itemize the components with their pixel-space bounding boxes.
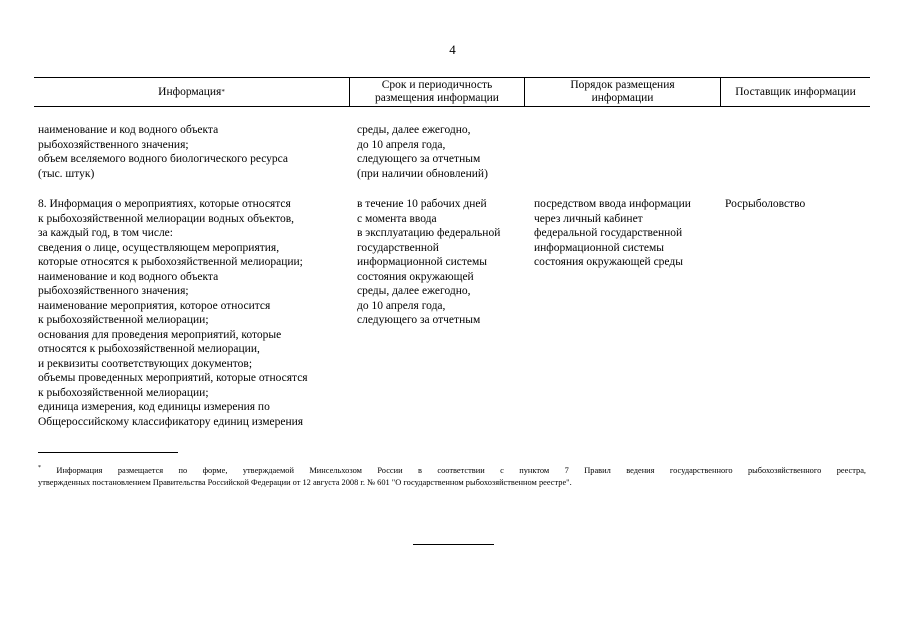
cell-line: к рыбохозяйственной мелиорации;: [38, 386, 209, 399]
cell-line: через личный кабинет: [534, 212, 643, 225]
cell-line: к рыбохозяйственной мелиорации водных объектов,: [38, 212, 295, 225]
cell-line: наименование и код водного объекта: [38, 270, 219, 283]
cell-line: государственной: [357, 241, 439, 254]
cell-line: 8. Информация о мероприятиях, которые относятся: [38, 198, 291, 210]
continued-info-cell: [38, 123, 288, 181]
cell-line: посредством ввода информации: [534, 198, 691, 210]
row8-supplier-cell: [725, 197, 805, 212]
cell-line: с момента ввода: [357, 212, 437, 225]
continued-period-cell: [357, 123, 488, 181]
cell-line: которые относятся к рыбохозяйственной мелиорации;: [38, 256, 303, 268]
cell-line: единица измерения, код единицы измерения по: [38, 401, 270, 413]
cell-line: рыбохозяйственного значения;: [38, 285, 189, 297]
footnote-separator: [38, 452, 178, 453]
cell-line: следующего за отчетным: [357, 153, 481, 165]
cell-line: Росрыболовство: [725, 198, 806, 210]
cell-line: сведения о лице, осуществляющем мероприятия,: [38, 241, 280, 254]
cell-line: следующего за отчетным: [357, 314, 481, 326]
cell-line: к рыбохозяйственной мелиорации;: [38, 314, 209, 326]
header-period-line: Срок и периодичность: [381, 79, 493, 91]
header-bottom-rule: [34, 106, 870, 107]
cell-line: среды, далее ежегодно,: [357, 285, 471, 297]
header-info: Информация *: [158, 85, 225, 98]
footnote-text: Информация размещается по форме, утверждаемой Минсельхозом России в соответствии с пунктом 7 Правил ведения государственного рыбохозяйственного реестра,: [56, 465, 866, 475]
cell-line: объем вселяемого водного биологического ресурса: [38, 153, 289, 165]
cell-line: Общероссийскому классификатору единиц измерения: [38, 415, 304, 428]
cell-line: состояния окружающей среды: [534, 256, 683, 268]
cell-line: федеральной государственной: [534, 227, 683, 239]
cell-line: состояния окружающей: [357, 270, 474, 283]
header-supplier-label: Поставщик информации: [735, 85, 856, 98]
header-order-line: информации: [591, 92, 654, 104]
header-info-label: Информация: [158, 85, 222, 98]
header-order: [525, 78, 720, 106]
cell-line: рыбохозяйственного значения;: [38, 138, 189, 151]
row8-order-cell: [534, 197, 691, 270]
cell-line: до 10 апреля года,: [357, 138, 446, 151]
cell-line: в течение 10 рабочих дней: [357, 198, 487, 210]
cell-line: (тыс. штук): [38, 167, 95, 180]
footnote-mark: *: [38, 465, 41, 471]
cell-line: и реквизиты соответствующих документов;: [38, 357, 253, 370]
cell-line: относятся к рыбохозяйственной мелиорации,: [38, 343, 260, 355]
footnote-line: [38, 462, 866, 477]
cell-line: объемы проведенных мероприятий, которые относятся: [38, 372, 308, 384]
cell-line: (при наличии обновлений): [357, 167, 488, 180]
row8-info-cell: [38, 197, 308, 429]
cell-line: до 10 апреля года,: [357, 299, 446, 312]
cell-line: среды, далее ежегодно,: [357, 124, 471, 136]
header-order-line: Порядок размещения: [570, 79, 675, 91]
footnote-text: утвержденных постановлением Правительства Российской Федерации от 12 августа 2008 г. № 601 "О государственном рыбохозяйственном реестре".: [38, 477, 572, 487]
header-period-line: размещения информации: [375, 92, 499, 104]
cell-line: за каждый год, в том числе:: [38, 227, 173, 239]
footnote-line: [38, 477, 866, 489]
row8-period-cell: [357, 197, 500, 328]
cell-line: наименование мероприятия, которое относится: [38, 299, 271, 312]
header-period: [350, 78, 524, 106]
cell-line: информационной системы: [534, 241, 665, 254]
cell-line: информационной системы: [357, 256, 488, 268]
cell-line: в эксплуатацию федеральной: [357, 227, 501, 239]
header-supplier: [721, 78, 870, 106]
cell-line: наименование и код водного объекта: [38, 124, 219, 136]
end-of-document-rule: [413, 544, 494, 545]
page-number: 4: [449, 42, 456, 57]
footnote: [38, 462, 866, 489]
cell-line: основания для проведения мероприятий, которые: [38, 328, 282, 341]
